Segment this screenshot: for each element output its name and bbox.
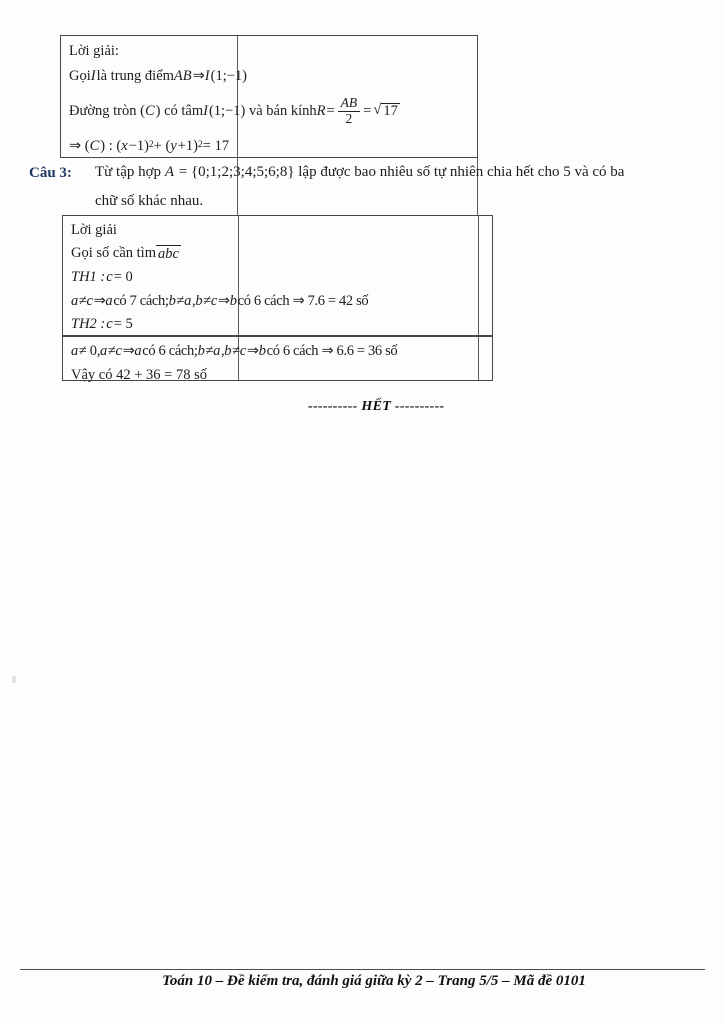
question-text-line-2: chữ số khác nhau. bbox=[95, 193, 204, 209]
solution-line: TH1 : c = 0 bbox=[71, 269, 133, 286]
question-label: Câu 3: bbox=[29, 165, 72, 181]
solution-line: Lời giải bbox=[71, 221, 117, 238]
footer-text: Toán 10 – Đề kiểm tra, đánh giá giữa kỳ 2 – Trang 5/5 – Mã đề 0101 bbox=[162, 973, 586, 989]
solution-box-1-content bbox=[61, 36, 477, 157]
question-text-line-1: Từ tập hợp A = {0;1;2;3;4;5;6;8} lập được bao nhiêu số tự nhiên chia hết cho 5 và có ba bbox=[95, 164, 625, 180]
footer-rule bbox=[20, 969, 705, 970]
solution-line: Gọi I là trung điểm AB ⇒ I (1;−1) bbox=[69, 68, 248, 85]
scan-artifact bbox=[12, 676, 16, 683]
solution-line: a ≠ 0, a ≠ c ⇒ a có 6 cách; b ≠ a , b ≠ c ⇒ b có 6 cách ⇒ 6.6 = 36 số bbox=[71, 342, 398, 359]
solution-line: Đường tròn ( C ) có tâm I (1;−1) và bán kính R = $\frac{AB}{2}$ = √ 17 bbox=[69, 94, 398, 126]
solution-line: ⇒ ( C ) : ( x −1) $^2$ + ( y +1) $^2$ = 17 bbox=[69, 137, 230, 154]
solution-box-1 bbox=[60, 35, 478, 158]
end-of-document-marker: ---------- HẾT ---------- bbox=[308, 399, 445, 414]
solution-line: Vậy có 42 + 36 = 78 số bbox=[71, 366, 207, 383]
solution-box-2-bottom bbox=[63, 337, 492, 389]
solution-line: Gọi số cần tìm abc bbox=[71, 245, 179, 262]
solution-box-2 bbox=[62, 215, 493, 381]
solution-line: a ≠ c ⇒ a có 7 cách; b ≠ a , b ≠ c ⇒ b có 6 cách ⇒ 7.6 = 42 số bbox=[71, 293, 369, 310]
solution-line: TH2 : c = 5 bbox=[71, 315, 133, 332]
solution-line: Lời giải: bbox=[69, 43, 119, 60]
